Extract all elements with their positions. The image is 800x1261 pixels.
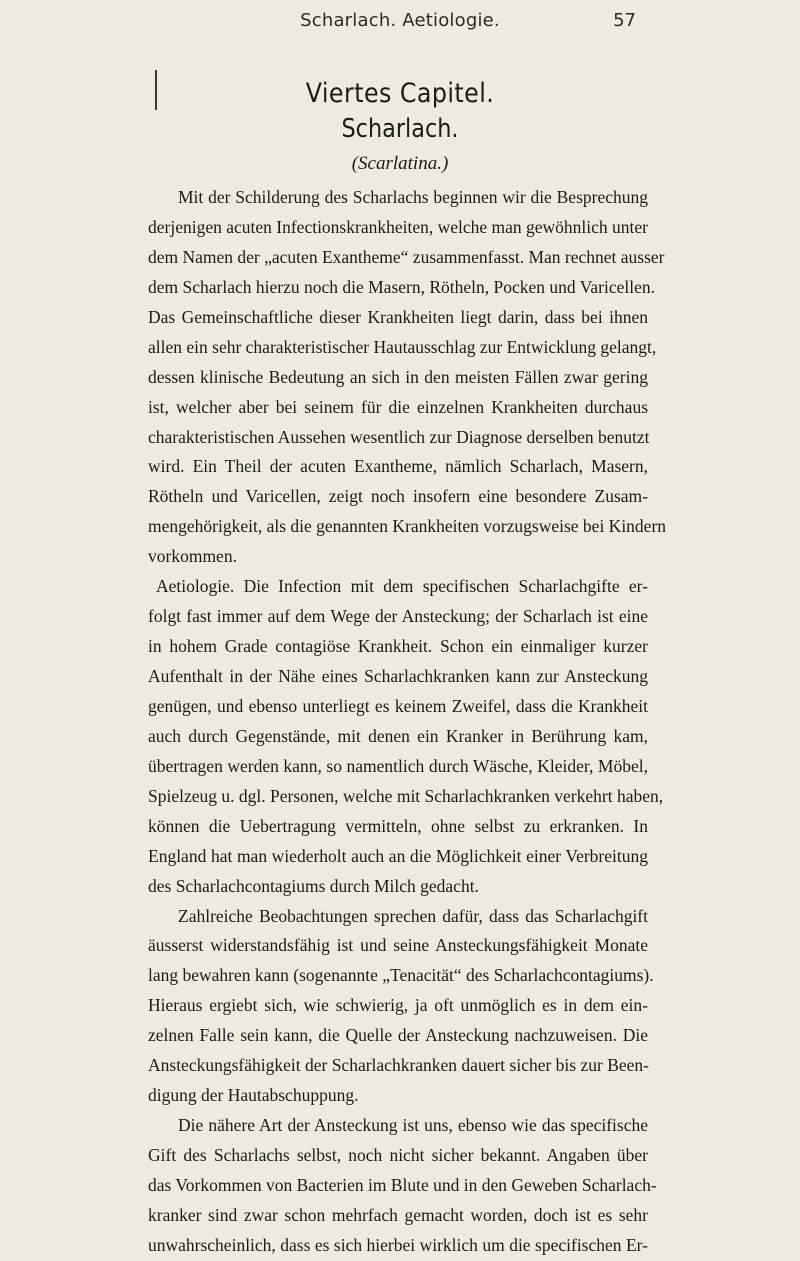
chapter-number: Viertes Capitel.	[305, 78, 495, 109]
text-line: Das Gemeinschaftliche dieser Krankheiten liegt darin, dass bei ihnen	[148, 306, 648, 327]
text-line: Ansteckungsfähigkeit der Scharlachkranken dauert sicher bis zur Been-	[148, 1055, 649, 1076]
text-line: des Scharlachcontagiums durch Milch gedacht.	[148, 875, 479, 896]
text-line: Zahlreiche Beobachtungen sprechen dafür, dass das Scharlachgift	[178, 905, 648, 926]
running-head	[0, 6, 800, 36]
text-line: digung der Hautabschuppung.	[148, 1085, 359, 1106]
text-line: genügen, und ebenso unterliegt es keinem Zweifel, dass die Krankheit	[148, 695, 648, 716]
text-line: Hieraus ergiebt sich, wie schwierig, ja oft unmöglich es in dem ein-	[148, 995, 648, 1016]
text-line: folgt fast immer auf dem Wege der Ansteckung; der Scharlach ist eine	[148, 606, 648, 627]
text-line: allen ein sehr charakteristischer Hautausschlag zur Entwicklung gelangt,	[148, 336, 657, 357]
page-number: 57	[613, 10, 636, 31]
running-head-title: Scharlach. Aetiologie.	[300, 10, 500, 31]
body-text	[148, 183, 667, 1261]
text-line: in hohem Grade contagiöse Krankheit. Schon ein einmaliger kurzer	[148, 636, 648, 657]
text-line: dessen klinische Bedeutung an sich in den meisten Fällen zwar gering	[148, 366, 648, 387]
text-line: übertragen werden kann, so namentlich durch Wäsche, Kleider, Möbel,	[148, 755, 648, 776]
text-line: derjenigen acuten Infectionskrankheiten, welche man gewöhnlich unter	[148, 216, 649, 237]
text-line: England hat man wiederholt auch an die Möglichkeit einer Verbreitung	[148, 845, 648, 866]
text-line: dem Namen der „acuten Exantheme“ zusammenfasst. Man rechnet ausser	[148, 246, 665, 267]
text-line: lang bewahren kann (sogenannte „Tenacität“ des Scharlachcontagiums).	[148, 965, 654, 986]
chapter-latin-name: (Scarlatina.)	[351, 153, 449, 174]
text-line: Aufenthalt in der Nähe eines Scharlachkranken kann zur Ansteckung	[148, 666, 648, 686]
text-line: kranker sind zwar schon mehrfach gemacht worden, doch ist es sehr	[148, 1204, 648, 1225]
text-line: das Vorkommen von Bacterien im Blute und in den Geweben Scharlach-	[148, 1174, 657, 1195]
chapter-title: Scharlach.	[341, 114, 459, 144]
text-line: Rötheln und Varicellen, zeigt noch insofern eine besondere Zusam-	[148, 486, 648, 507]
text-line: mengehörigkeit, als die genannten Krankheiten vorzugsweise bei Kindern	[148, 516, 667, 537]
text-line: zelnen Falle sein kann, die Quelle der Ansteckung nachzuweisen. Die	[148, 1025, 648, 1046]
text-line: dem Scharlach hierzu noch die Masern, Rötheln, Pocken und Varicellen.	[148, 276, 656, 297]
text-line: vorkommen.	[148, 546, 237, 567]
text-line: Aetiologie. Die Infection mit dem specifischen Scharlachgifte er-	[156, 576, 648, 597]
text-line: wird. Ein Theil der acuten Exantheme, nämlich Scharlach, Masern,	[148, 456, 648, 477]
text-line: Gift des Scharlachs selbst, noch nicht sicher bekannt. Angaben über	[148, 1145, 648, 1165]
text-line: ist, welcher aber bei seinem für die einzelnen Krankheiten durchaus	[148, 396, 648, 417]
text-line: Mit der Schilderung des Scharlachs beginnen wir die Besprechung	[178, 187, 648, 207]
text-line: Spielzeug u. dgl. Personen, welche mit Scharlachkranken verkehrt haben,	[148, 785, 664, 806]
text-line: äusserst widerstandsfähig ist und seine Ansteckungsfähigkeit Monate	[148, 935, 648, 956]
text-line: Die nähere Art der Ansteckung ist uns, ebenso wie das specifische	[178, 1115, 648, 1136]
text-line: auch durch Gegenstände, mit denen ein Kranker in Berührung kam,	[148, 725, 648, 746]
text-line: unwahrscheinlich, dass es sich hierbei wirklich um die specifischen Er-	[148, 1234, 648, 1255]
text-line: können die Uebertragung vermitteln, ohne selbst zu erkranken. In	[148, 815, 648, 836]
text-line: charakteristischen Aussehen wesentlich zur Diagnose derselben benutzt	[148, 426, 650, 447]
